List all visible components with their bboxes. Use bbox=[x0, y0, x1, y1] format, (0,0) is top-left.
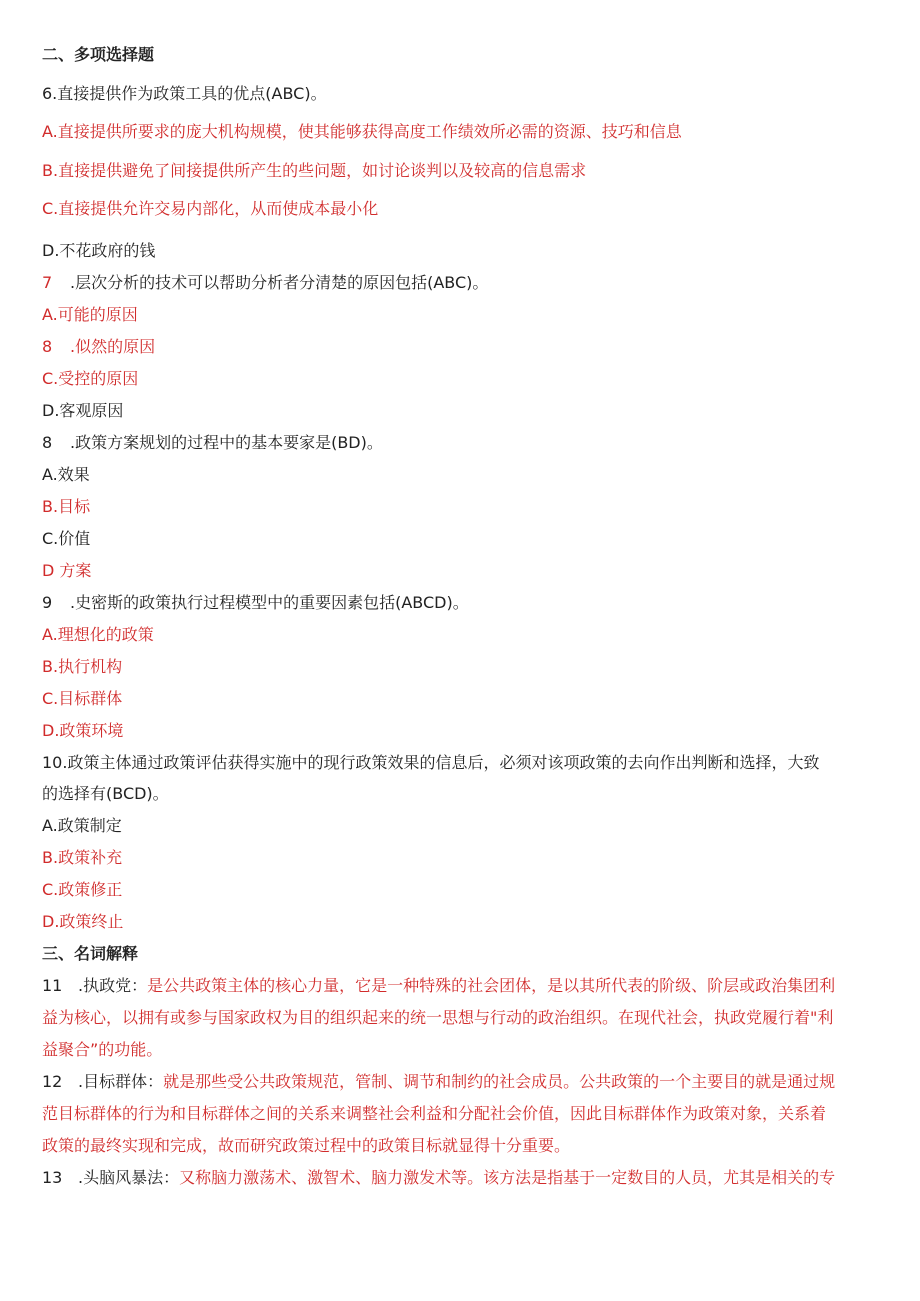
question-6-option-a: A.直接提供所要求的庞大机构规模，使其能够获得高度工作绩效所必需的资源、技巧和信息 bbox=[42, 122, 682, 141]
question-8-option-a: A.效果 bbox=[42, 465, 90, 484]
question-9-number: 9 bbox=[42, 593, 53, 612]
question-9-option-b: B.执行机构 bbox=[42, 657, 123, 676]
question-6-option-d: D.不花政府的钱 bbox=[42, 241, 156, 260]
term-11-definition-part-1: 是公共政策主体的核心力量，它是一种特殊的社会团体，是以其所代表的阶级、阶层或政治集团利 bbox=[147, 976, 836, 995]
question-8-text: .政策方案规划的过程中的基本要家是(BD)。 bbox=[70, 433, 383, 452]
term-13-definition-part-1: 又称脑力激荡术、激智术、脑力激发术等。该方法是指基于一定数目的人员，尤其是相关的专 bbox=[179, 1168, 836, 1187]
question-7-option-d: D.客观原因 bbox=[42, 401, 124, 420]
question-7-option-a: A.可能的原因 bbox=[42, 305, 138, 324]
question-9-text: .史密斯的政策执行过程模型中的重要因素包括(ABCD)。 bbox=[70, 593, 469, 612]
question-10-option-a: A.政策制定 bbox=[42, 816, 122, 835]
question-9-option-a: A.理想化的政策 bbox=[42, 625, 154, 644]
term-11-line-1 bbox=[42, 975, 835, 997]
term-13-number: 13 bbox=[42, 1168, 63, 1187]
term-11-number: 11 bbox=[42, 976, 63, 995]
question-6-stem: 6.直接提供作为政策工具的优点(ABC)。 bbox=[42, 84, 327, 103]
term-12-definition-part-1: 就是那些受公共政策规范，管制、调节和制约的社会成员。公共政策的一个主要目的就是通过规 bbox=[163, 1072, 836, 1091]
question-6-option-c: C.直接提供允许交易内部化，从而使成本最小化 bbox=[42, 199, 379, 218]
question-7-text: .层次分析的技术可以帮助分析者分清楚的原因包括(ABC)。 bbox=[70, 273, 489, 292]
term-13-line-1 bbox=[42, 1167, 835, 1189]
term-13-term: .头脑风暴法： bbox=[78, 1168, 180, 1187]
term-12-term: .目标群体： bbox=[78, 1072, 164, 1091]
question-10-option-b: B.政策补充 bbox=[42, 848, 123, 867]
question-10-stem-line-1: 10.政策主体通过政策评估获得实施中的现行政策效果的信息后，必须对该项政策的去向作出判断和选择，大致 bbox=[42, 753, 820, 772]
question-9-option-d: D.政策环境 bbox=[42, 721, 124, 740]
question-8-option-c: C.价值 bbox=[42, 529, 91, 548]
question-8-number: 8 bbox=[42, 433, 53, 452]
question-7-stem bbox=[42, 272, 488, 294]
question-8-stem bbox=[42, 432, 383, 454]
question-9-option-c: C.目标群体 bbox=[42, 689, 123, 708]
term-11-line-2: 益为核心，以拥有或参与国家政权为目的组织起来的统一思想与行动的政治组织。在现代社会，执政党履行着"利 bbox=[42, 1008, 834, 1027]
question-7-option-c: C.受控的原因 bbox=[42, 369, 139, 388]
question-8-option-b: B.目标 bbox=[42, 497, 91, 516]
term-12-line-3: 政策的最终实现和完成，故而研究政策过程中的政策目标就显得十分重要。 bbox=[42, 1136, 571, 1155]
question-7-option-b bbox=[42, 336, 155, 358]
question-10-stem-line-2: 的选择有(BCD)。 bbox=[42, 784, 169, 803]
section-heading-multiple-choice: 二、多项选择题 bbox=[42, 45, 155, 64]
question-8-option-d: D 方案 bbox=[42, 561, 92, 580]
term-11-line-3: 益聚合”的功能。 bbox=[42, 1040, 163, 1059]
question-7-number: 7 bbox=[42, 273, 53, 292]
question-9-stem bbox=[42, 592, 469, 614]
term-12-line-1 bbox=[42, 1071, 835, 1093]
question-7-option-b-text: .似然的原因 bbox=[70, 337, 156, 356]
term-11-term: .执政党： bbox=[78, 976, 148, 995]
question-10-option-c: C.政策修正 bbox=[42, 880, 123, 899]
question-6-option-b: B.直接提供避免了间接提供所产生的些问题，如讨论谈判以及较高的信息需求 bbox=[42, 161, 587, 180]
section-heading-term-explanation: 三、名词解释 bbox=[42, 944, 139, 963]
term-12-line-2: 范目标群体的行为和目标群体之间的关系来调整社会利益和分配社会价值，因此目标群体作为政策对象，关系着 bbox=[42, 1104, 827, 1123]
question-10-option-d: D.政策终止 bbox=[42, 912, 124, 931]
question-7-option-b-number: 8 bbox=[42, 337, 53, 356]
term-12-number: 12 bbox=[42, 1072, 63, 1091]
